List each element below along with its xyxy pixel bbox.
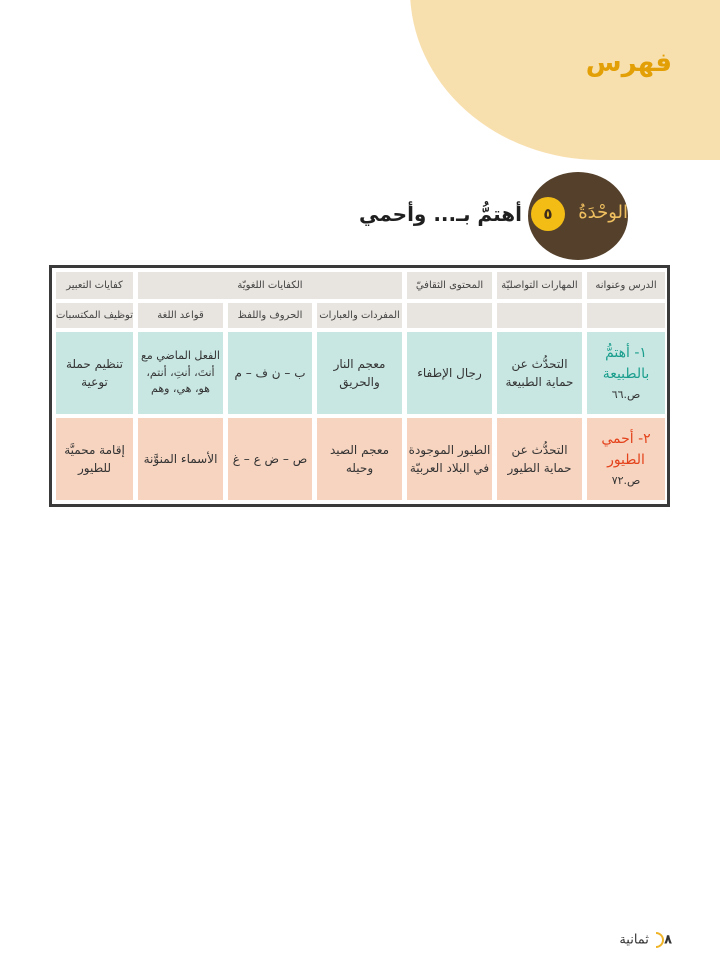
unit-title: أهتمُّ بـ... وأحمي: [359, 202, 522, 226]
row1-vocabulary: معجم النار والحريق: [317, 332, 402, 414]
row2-page: ص.٧٢: [611, 473, 641, 487]
row2-application: إقامة محميَّة للطيور: [56, 418, 133, 500]
row2-lesson-cell: [587, 418, 665, 500]
row2-culture: الطيور الموجودة في البلاد العربيّة: [407, 418, 492, 500]
row1-lesson: ١- أهتمُّ بالطبيعة: [602, 344, 650, 382]
row1-lesson-cell: [587, 332, 665, 414]
row2-grammar: الأسماء المنوَّنة: [138, 418, 223, 500]
unit-number: ٥: [531, 197, 565, 231]
unit-label: الوحْدَةُ: [578, 202, 628, 223]
row2-vocabulary: معجم الصيد وحيله: [317, 418, 402, 500]
subheader-letters: الحروف واللفظ: [228, 303, 312, 328]
footer-page-word: ثمانية: [619, 932, 649, 948]
subheader-application: توظيف المكتسبات: [56, 303, 133, 328]
header-culture: المحتوى الثقافيّ: [407, 272, 492, 299]
subheader-vocabulary: المفردات والعبارات: [317, 303, 402, 328]
subheader-empty-1: [587, 303, 665, 328]
header-lesson: الدرس وعنوانه: [587, 272, 665, 299]
header-expression: كفايات التعبير: [56, 272, 133, 299]
header-linguistic: الكفايات اللغويّة: [138, 272, 402, 299]
footer-arc-icon: [656, 932, 664, 948]
row1-letters: ب – ن ف – م: [228, 332, 312, 414]
footer-page-number: ٨: [664, 932, 672, 948]
row2-letters: ص – ض ع – غ: [228, 418, 312, 500]
row1-page: ص.٦٦: [611, 387, 641, 401]
row2-communication: التحدُّث عن حماية الطيور: [497, 418, 582, 500]
header-communication: المهارات التواصليّة: [497, 272, 582, 299]
page-title: فهرس: [585, 48, 672, 78]
subheader-grammar: قواعد اللغة: [138, 303, 223, 328]
subheader-empty-3: [407, 303, 492, 328]
decorative-blob: [410, 0, 720, 160]
row1-culture: رجال الإطفاء: [407, 332, 492, 414]
row2-lesson: ٢- أحمي الطيور: [601, 430, 651, 468]
row1-application: تنظيم حملة توعية: [56, 332, 133, 414]
row1-communication: التحدُّث عن حماية الطبيعة: [497, 332, 582, 414]
index-table: [49, 265, 670, 507]
row1-grammar: الفعل الماضي مع أنتَ، أنتِ، أنتم، هو، هي، وهم: [138, 332, 223, 414]
subheader-empty-2: [497, 303, 582, 328]
page-footer: [619, 932, 672, 948]
